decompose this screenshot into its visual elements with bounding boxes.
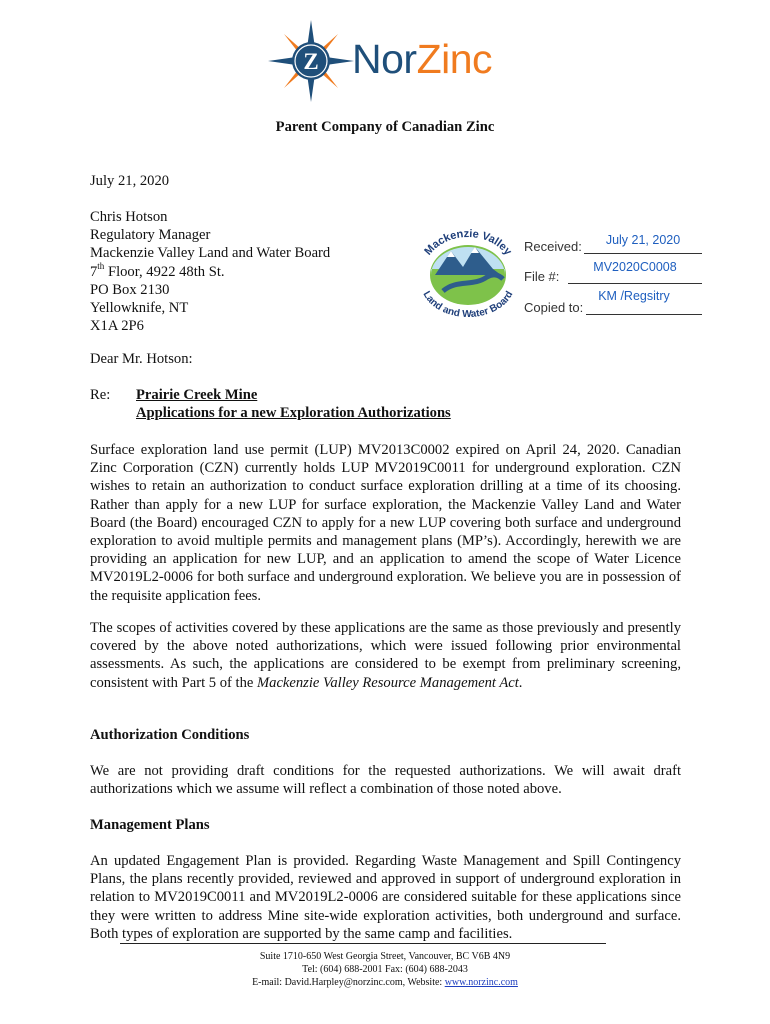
recipient-city: Yellowknife, NT xyxy=(90,300,189,317)
recipient-name: Chris Hotson xyxy=(90,209,168,225)
copied-label: Copied to: xyxy=(524,300,584,315)
parent-company: Parent Company of Canadian Zinc xyxy=(275,119,495,135)
paragraph-4: An updated Engagement Plan is provided. Regarding Waste Management and Spill Contingency Plans, the plans recently provided, reviewed and approved in support of underground exploration in relation to MV2019C0011 and MV2019L2-0006 are considered suitable for these applications since they were written to address Mine site-wide exploration activities, both underground and surface. Both types of exploration are supported by the same camp and facilities. xyxy=(90,853,681,942)
paragraph-2: The scopes of activities covered by these applications are the same as those previously and presently covered by the above noted authorizations, which were issued following prior environmental assessments. As such, the applications are considered to be exempt from preliminary screening, consistent with Part 5 of the Mackenzie Valley Resource Management Act. xyxy=(90,620,681,691)
act-title: Mackenzie Valley Resource Management Act xyxy=(257,674,519,691)
seal-bottom-text: Land and Water Board xyxy=(420,289,516,319)
file-value: MV2020C0008 xyxy=(593,260,677,274)
website-link[interactable]: www.norzinc.com xyxy=(444,977,518,988)
heading-authorization-conditions: Authorization Conditions xyxy=(90,727,250,743)
footer-phone: Tel: (604) 688-2001 Fax: (604) 688-2043 xyxy=(302,964,468,975)
paragraph-3: We are not providing draft conditions for the requested authorizations. We will await draft authorizations which we assume will reflect a combination of those noted above. xyxy=(90,763,681,798)
brand-wordmark xyxy=(352,36,492,82)
recipient-floor: 7th Floor, 4922 48th St. xyxy=(90,260,225,280)
received-line xyxy=(584,253,702,254)
brand-nor: Nor xyxy=(352,36,417,82)
subject xyxy=(136,386,451,422)
recipient-postal: X1A 2P6 xyxy=(90,318,144,335)
re-label: Re: xyxy=(90,387,111,403)
received-label: Received: xyxy=(524,239,582,254)
letter-date: July 21, 2020 xyxy=(90,173,170,189)
subject-line-1: Prairie Creek Mine xyxy=(136,387,258,403)
file-line xyxy=(568,283,702,284)
recipient-address xyxy=(90,208,330,335)
compass-icon xyxy=(266,18,356,104)
salutation: Dear Mr. Hotson: xyxy=(90,351,193,367)
footer xyxy=(0,950,770,989)
copied-value: KM /Regsitry xyxy=(598,289,670,303)
footer-address: Suite 1710-650 West Georgia Street, Vancouver, BC V6B 4N9 xyxy=(259,951,511,962)
copied-line xyxy=(586,314,702,315)
heading-management-plans: Management Plans xyxy=(90,817,210,833)
recipient-org: Mackenzie Valley Land and Water Board xyxy=(90,245,331,262)
seal-top-text: Mackenzie Valley xyxy=(422,229,514,258)
subject-line-2: Applications for a new Exploration Authorizations xyxy=(136,405,451,422)
recipient-title: Regulatory Manager xyxy=(90,227,211,244)
board-seal xyxy=(413,229,523,319)
logo-letter: Z xyxy=(303,49,319,74)
brand-zinc: Zinc xyxy=(416,36,493,82)
footer-divider xyxy=(120,943,606,944)
paragraph-1: Surface exploration land use permit (LUP) MV2013C0002 expired on April 24, 2020. Canadian Zinc Corporation (CZN) currently holds LUP MV2019C0011 for underground exploration. CZN wishes to retain an authorization to conduct surface exploration drilling at a time of its choosing. Rather than apply for a new LUP for surface exploration, the Mackenzie Valley Land and Water Board (the Board) encouraged CZN to apply for a new LUP covering both surface and underground exploration to avoid multiple permits and management plans (MP’s). Accordingly, herewith we are providing an application for new LUP, and an application to amend the scope of Water Licence MV2019L2-0006 for both surface and underground exploration. We believe you are in possession of the requisite application fees. xyxy=(90,442,681,604)
recipient-po-box: PO Box 2130 xyxy=(90,281,170,298)
file-label: File #: xyxy=(524,269,560,284)
footer-contact: E-mail: David.Harpley@norzinc.com, Website: www.norzinc.com xyxy=(252,977,518,988)
received-value: July 21, 2020 xyxy=(605,233,681,247)
